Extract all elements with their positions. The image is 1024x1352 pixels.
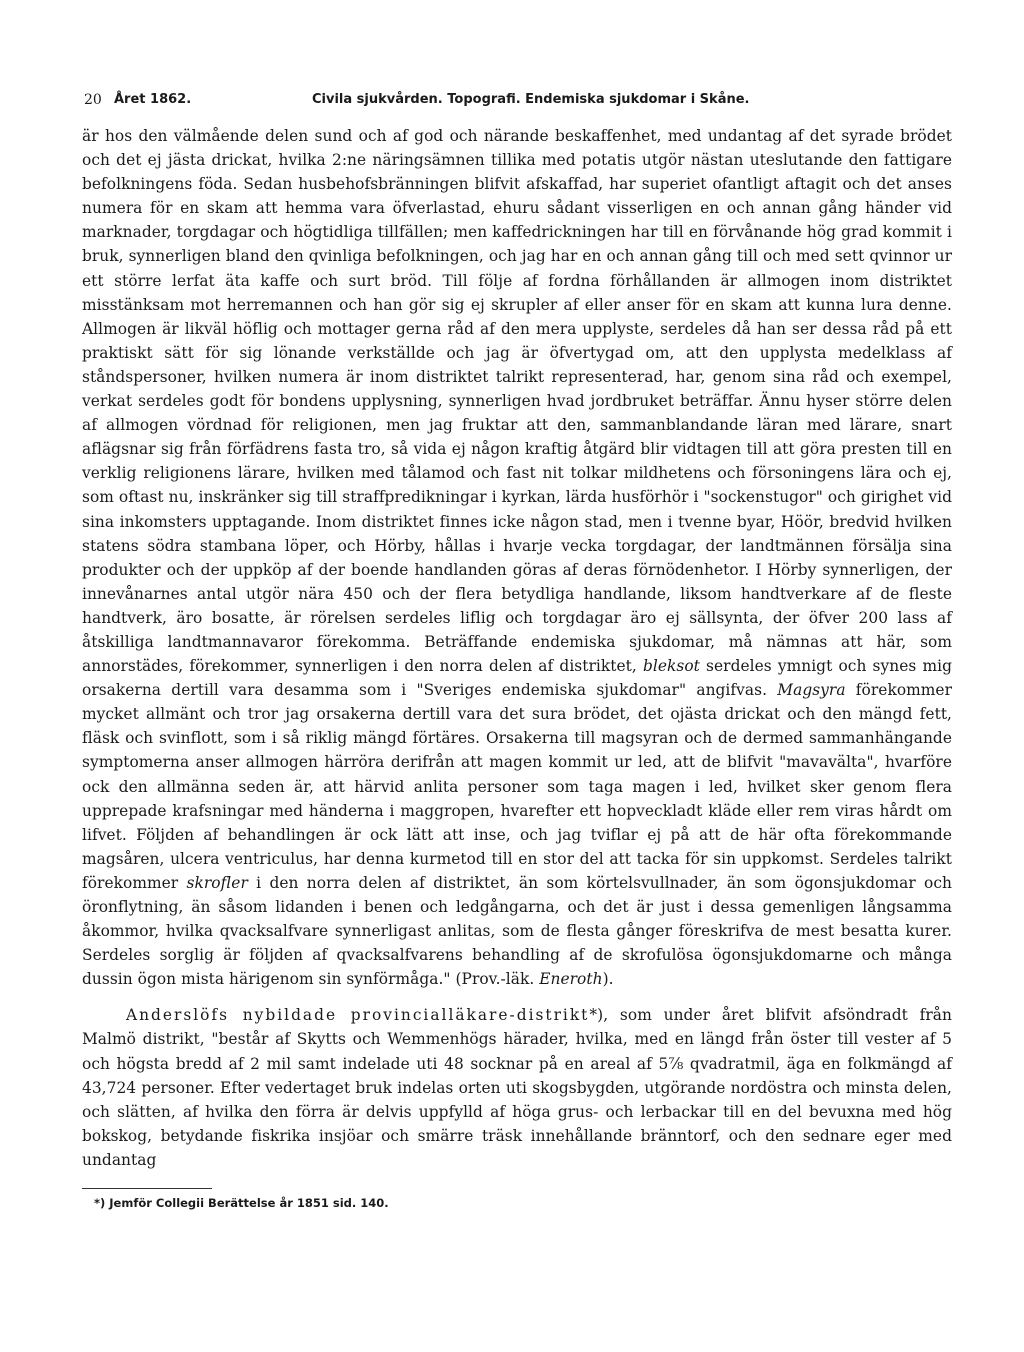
- paragraph-text: ).: [602, 970, 614, 989]
- italic-term: bleksot: [642, 657, 700, 676]
- paragraph-continued: [82, 124, 952, 991]
- page-header: [82, 92, 952, 114]
- running-title: Civila sjukvården. Topografi. Endemiska sjukdomar i Skåne.: [312, 92, 750, 107]
- page-number: 20: [84, 92, 102, 108]
- italic-term: skrofler: [186, 873, 248, 892]
- footnote: *) Jemför Collegii Berättelse år 1851 sid. 140.: [94, 1196, 389, 1210]
- district-heading: Anderslöfs nybildade provincialläkare-distrikt: [126, 1006, 590, 1025]
- paragraph-text: förekommer mycket allmänt och tror jag orsakerna dertill vara det sura brödet, det ojästa drickat och den mängd fett, fläsk och svinflott, som i så riklig mängd förtäres. Orsakerna till magsyran och de dermed sammanhängande symptomerna anser allmogen härröra derifrån att magen kommit ur led, att de blifvit "mavavälta", hvarföre ock den allmänna seden är, att härvid anlita personer som taga magen i led, hvilket sker genom flera upprepade krafsningar med händerna i maggropen, hvarefter ett hopveckladt kläde eller rem viras hårdt om lifvet. Följden af behandlingen är ock lätt att inse, och jag tviflar ej på att de här ofta förekommande magsåren, ulcera ventriculus, har denna kurmetod till en stor del att tacka för sin uppkomst. Serdeles talrikt förekommer: [82, 681, 952, 892]
- paragraph-text: serdeles ymnigt och synes mig orsakerna dertill vara desamma som i "Sveriges endemiska sjukdomar" angifvas.: [82, 657, 952, 700]
- header-year: Året 1862.: [114, 92, 192, 107]
- footnote-divider: [82, 1188, 212, 1189]
- italic-term: Magsyra: [777, 681, 846, 700]
- author-name: Eneroth: [539, 970, 603, 989]
- footnote-marker: *): [589, 1006, 604, 1025]
- paragraph-text: är hos den välmående delen sund och af god och närande beskaffenhet, med undantag af det syrade brödet och det ej jästa drickat, hvilka 2:ne näringsämnen tillika med potatis utgör nästan uteslutande den fattigare befolkningens föda. Sedan husbehofsbränningen blifvit afskaffad, har superiet ofantligt aftagit och det anses numera för en skam att hemma vara öfverlastad, ehuru sådant visserligen en och annan gång händer vid marknader, torgdagar och högtidliga tillfällen; men kaffedrickningen har till en förvånande hög grad kommit i bruk, synnerligen bland den qvinliga befolkningen, och jag har en och annan gång till och med sett qvinnor ur ett större lerfat äta kaffe och surt bröd. Till följe af fordna förhållanden är allmogen inom distriktet misstänksam mot herremannen och han gör sig ej skrupler af eller anser för en skam att kunna lura denne. Allmogen är likväl höflig och mottager gerna råd af den mera upplyste, serdeles då han ser dessa råd på ett praktiskt sätt för sig lönande verkställde och jag är öfvertygad om, att den upplysta medelklass af ståndspersoner, hvilken numera är inom distriktet talrikt representerad, har, genom sina råd och exempel, verkat serdeles godt för bondens upplysning, synnerligen hvad jordbruket beträffar. Ännu hyser större delen af allmogen vördnad för religionen, men jag fruktar att den, sammanblandande läran med lärare, snart aflägsnar sig från förfädrens fasta tro, så vida ej någon kraftig åtgärd blir vidtagen till att göra presten till en verklig religionens lärare, hvilken med tålamod och fast nit tolkar mildhetens och försoningens lära och ej, som oftast nu, inskränker sig till straffpredikningar i kyrkan, lärda husförhör i "sockenstugor" och girighet vid sina inkomsters upptagande. Inom distriktet finnes icke någon stad, men i tvenne byar, Höör, bredvid hvilken statens södra stambana löper, och Hörby, hållas i hvarje vecka torgdagar, der landtmännen försälja sina produkter och der uppköp af der boende handlanden göras af deras förnödenhetor. I Hörby synnerligen, der innevånarnes antal utgör nära 450 och der flera betydliga handlande, liksom handtverkare af de fleste handtverk, äro bosatte, är rörelsen serdeles liflig och torgdagar äro ej sällsynta, der öfver 200 lass af åtskilliga landtmannavaror förekomma. Beträffande endemiska sjukdomar, må nämnas att här, som annorstädes, förekommer, synnerligen i den norra delen af distriktet,: [82, 127, 952, 676]
- paragraph-district: [82, 1003, 952, 1172]
- paragraph-text: , som under året blifvit afsöndradt från Malmö distrikt, "består af Skytts och Wemmenhögs härader, hvilka, med en längd från öster till vester af 5 och högsta bredd af 2 mil samt indelade uti 48 socknar på en areal af 5⅞ qvadratmil, äga en folkmängd af 43,724 personer. Efter vedertaget bruk indelas orten uti skogsbygden, utgörande nordöstra och minsta delen, och slätten, af hvilka den förra är delvis uppfylld af höga grus- och lerbackar till en del bevuxna med hög bokskog, betydande fiskrika insjöar och smärre träsk innehållande bränntorf, och den sednare eger med undantag: [82, 1006, 952, 1169]
- body-text: [82, 124, 952, 1172]
- paragraph-text: i den norra delen af distriktet, än som körtelsvullnader, än som ögonsjukdomar och öronflytning, än såsom lidanden i benen och ledgångarna, och det är just i dessa gemenligen långsamma åkommor, hvilka qvacksalfvare synnerligast anlitas, som de flesta gånger föreskrifva de mest besatta kurer. Serdeles sorglig är följden af qvacksalfvarens behandling af de skrofulösa ögonsjukdomarne och många dussin ögon mista härigenom sin synförmåga." (Prov.-läk.: [82, 873, 952, 989]
